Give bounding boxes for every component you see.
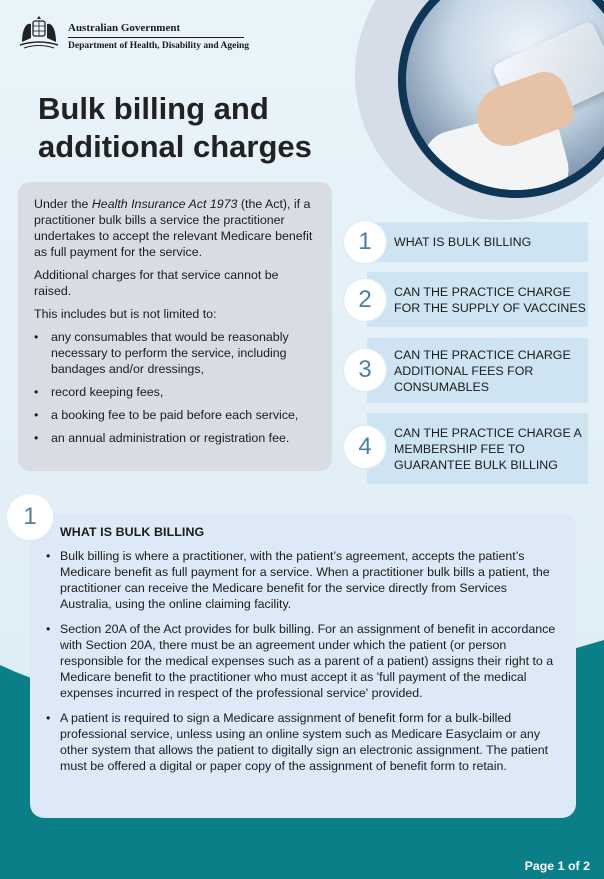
list-item: • Section 20A of the Act provides for bulk billing. For an assignment of benefit in accordance with Section 20A, there must be an agreement under which the patient (or person responsible for the medical expenses such as a parent of a patient) assigns their right to a Medicare benefit to the practitioner who must accept it as 'full payment of the medical expenses incurred in respect of the professional service' provided. [46,621,560,701]
intro-bullet-list [34,329,318,446]
act-name: Health Insurance Act 1973 [91,197,238,211]
toc-item-vaccines[interactable] [367,272,588,327]
intro-text: (the Act), if a practitioner bulk bills a service the practitioner undertakes to accept the relevant Medicare benefit as full payment for the service. [34,197,313,259]
toc-label: WHAT IS BULK BILLING [394,235,532,249]
toc-number-4: 4 [344,426,386,468]
list-item: • a booking fee to be paid before each service, [34,407,318,423]
department-name: Department of Health, Disability and Ageing [68,41,250,51]
toc-label: CAN THE PRACTICE CHARGE A MEMBERSHIP FEE TO GUARANTEE BULK BILLING [394,425,582,472]
page-title [38,90,368,166]
government-name: Australian Government [68,22,181,34]
toc-item-consumables[interactable] [367,338,588,403]
intro-text: Under the [34,197,92,211]
title-line-2: additional charges [38,129,312,164]
section-bullet-list [46,548,560,774]
title-line-1: Bulk billing and [38,91,269,126]
government-logo [16,12,249,52]
tablet-photo [398,0,604,198]
list-item: • Bulk billing is where a practitioner, with the patient’s agreement, accepts the patient’s Medicare benefit as full payment for a service. When a practitioner bulk bills a patient, the practitioner can receive the Medicare benefit for the service directly from Services Australia, using the online claiming facility. [46,548,560,612]
toc-label: CAN THE PRACTICE CHARGE ADDITIONAL FEES FOR CONSUMABLES [394,347,571,394]
section-what-is-bulk-billing [30,514,576,818]
intro-box [18,182,332,471]
list-item: • an annual administration or registration fee. [34,430,318,446]
toc-label: CAN THE PRACTICE CHARGE FOR THE SUPPLY OF VACCINES [394,284,586,315]
list-item: • record keeping fees, [34,384,318,400]
section-heading: WHAT IS BULK BILLING [60,525,205,539]
toc-item-membership-fee[interactable] [367,413,588,484]
coat-of-arms-icon [16,12,62,52]
logo-divider [68,37,244,38]
section-number-1: 1 [7,494,53,540]
intro-paragraph-1 [34,196,318,260]
list-item: • A patient is required to sign a Medicare assignment of benefit form for a bulk-billed professional service, unless using an online system such as Medicare Easyclaim or any other system that allows the patient to digitally sign an electronic assignment. The patient must be offered a digital or paper copy of the assignment of benefit form to retain. [46,710,560,774]
toc-item-what-is-bulk-billing[interactable] [367,222,588,262]
toc-number-1: 1 [344,221,386,263]
intro-paragraph-3: This includes but is not limited to: [34,307,217,321]
page-number: Page 1 of 2 [524,859,590,873]
toc-number-2: 2 [344,279,386,321]
list-item: • any consumables that would be reasonably necessary to perform the service, including bandages and/or dressings, [34,329,318,377]
intro-paragraph-2: Additional charges for that service cannot be raised. [34,268,279,298]
toc-number-3: 3 [344,349,386,391]
